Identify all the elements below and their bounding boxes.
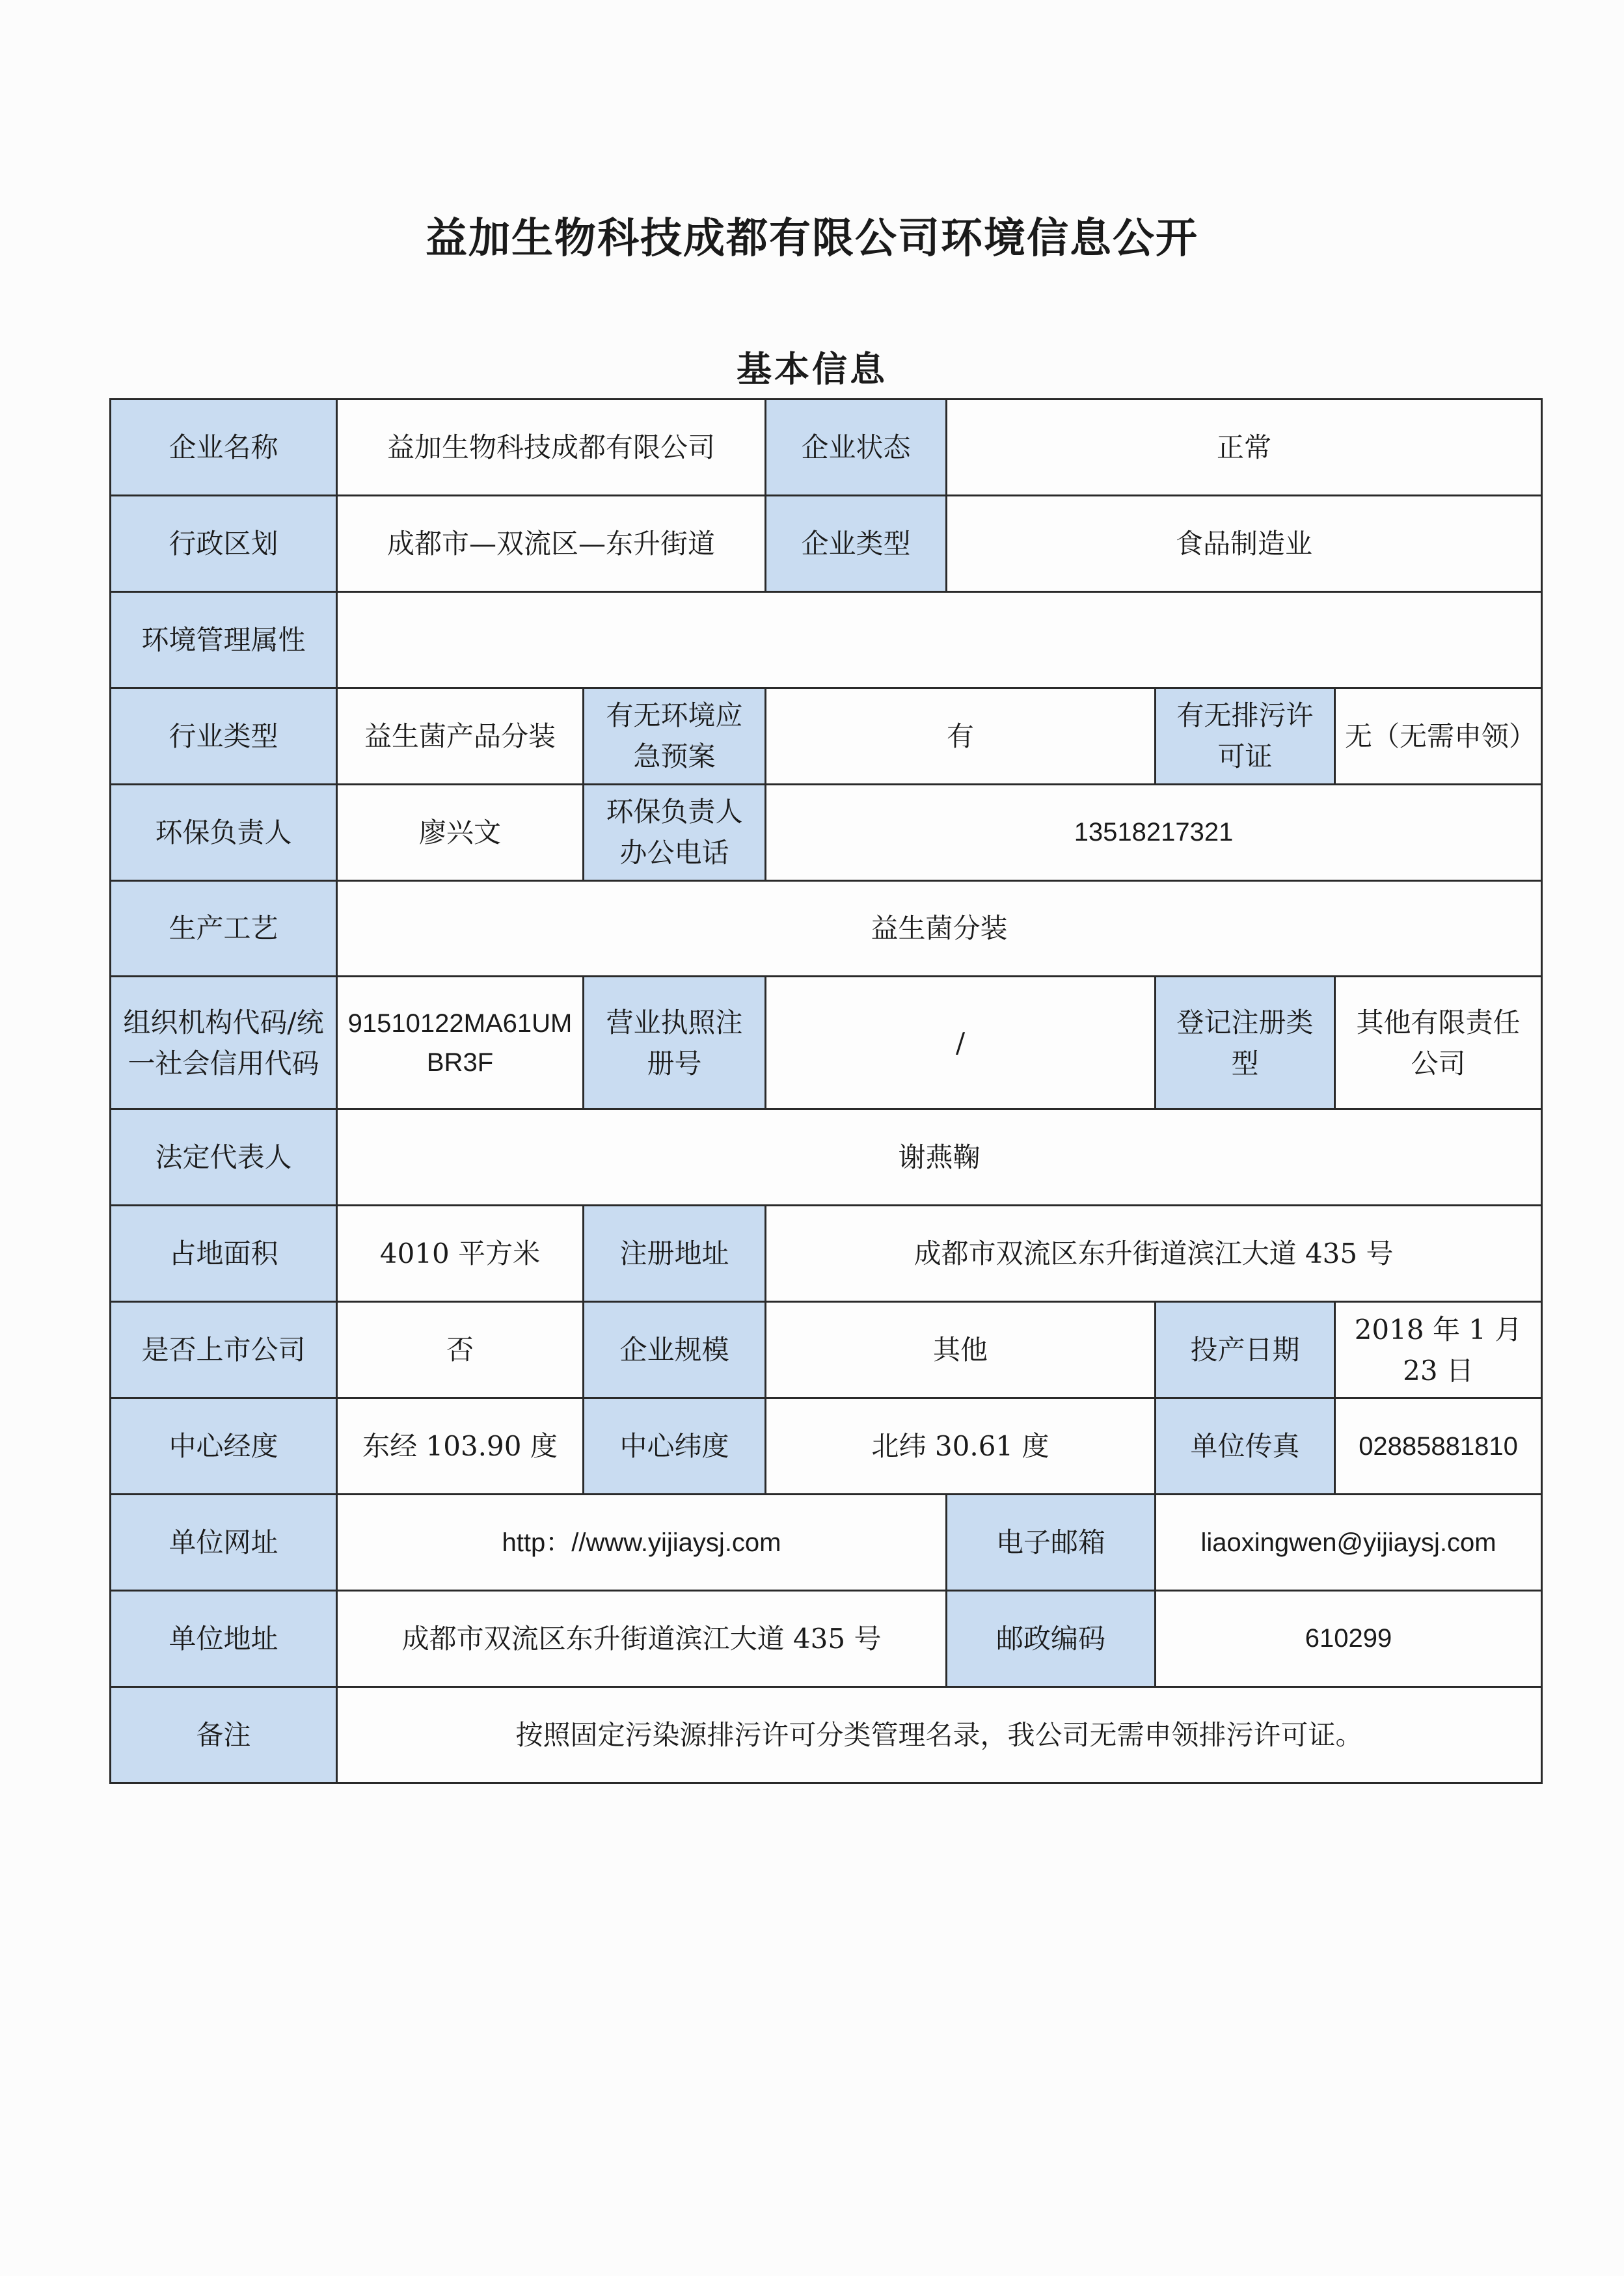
basic-info-table	[109, 398, 1543, 1784]
company-type-value: 食品制造业	[947, 495, 1542, 591]
land-area-value: 4010 平方米	[337, 1206, 584, 1302]
env-officer-label: 环保负责人	[111, 784, 337, 880]
credit-code-value: 91510122MA61UMBR3F	[337, 977, 584, 1109]
discharge-permit-label: 有无排污许可证	[1156, 688, 1335, 784]
table-row	[111, 688, 1542, 784]
legal-rep-value: 谢燕鞠	[337, 1109, 1542, 1206]
table-row	[111, 1302, 1542, 1398]
longitude-label: 中心经度	[111, 1398, 337, 1495]
table-row	[111, 1398, 1542, 1495]
table-row	[111, 784, 1542, 880]
company-name-label: 企业名称	[111, 400, 337, 496]
env-mgmt-attr-label: 环境管理属性	[111, 591, 337, 688]
fax-label: 单位传真	[1156, 1398, 1335, 1495]
business-license-label: 营业执照注册号	[584, 977, 766, 1109]
listed-company-value: 否	[337, 1302, 584, 1398]
credit-code-label: 组织机构代码/统一社会信用代码	[111, 977, 337, 1109]
discharge-permit-value: 无（无需申领）	[1335, 688, 1542, 784]
table-row	[111, 400, 1542, 496]
remarks-label: 备注	[111, 1687, 337, 1783]
email-value: liaoxingwen@yijiaysj.com	[1156, 1495, 1542, 1591]
production-date-value: 2018 年 1 月 23 日	[1335, 1302, 1542, 1398]
table-row	[111, 1206, 1542, 1302]
table-row	[111, 880, 1542, 977]
section-title: 基本信息	[737, 348, 887, 390]
production-process-value: 益生菌分装	[337, 880, 1542, 977]
postal-code-value: 610299	[1156, 1590, 1542, 1687]
land-area-label: 占地面积	[111, 1206, 337, 1302]
env-officer-value: 廖兴文	[337, 784, 584, 880]
fax-value: 02885881810	[1335, 1398, 1542, 1495]
postal-code-label: 邮政编码	[947, 1590, 1156, 1687]
address-value: 成都市双流区东升街道滨江大道 435 号	[337, 1590, 947, 1687]
env-officer-phone-label: 环保负责人办公电话	[584, 784, 766, 880]
env-mgmt-attr-value	[337, 591, 1542, 688]
company-status-label: 企业状态	[766, 400, 947, 496]
company-status-value: 正常	[947, 400, 1542, 496]
industry-type-label: 行业类型	[111, 688, 337, 784]
website-label: 单位网址	[111, 1495, 337, 1591]
env-officer-phone-value: 13518217321	[766, 784, 1542, 880]
latitude-value: 北纬 30.61 度	[766, 1398, 1156, 1495]
longitude-value: 东经 103.90 度	[337, 1398, 584, 1495]
table-row	[111, 977, 1542, 1109]
admin-division-value: 成都市—双流区—东升街道	[337, 495, 766, 591]
emergency-plan-value: 有	[766, 688, 1156, 784]
business-license-value: /	[766, 977, 1156, 1109]
latitude-label: 中心纬度	[584, 1398, 766, 1495]
registration-type-value: 其他有限责任公司	[1335, 977, 1542, 1109]
company-name-value: 益加生物科技成都有限公司	[337, 400, 766, 496]
production-process-label: 生产工艺	[111, 880, 337, 977]
table-row	[111, 1495, 1542, 1591]
legal-rep-label: 法定代表人	[111, 1109, 337, 1206]
email-label: 电子邮箱	[947, 1495, 1156, 1591]
address-label: 单位地址	[111, 1590, 337, 1687]
table-row	[111, 495, 1542, 591]
registered-address-value: 成都市双流区东升街道滨江大道 435 号	[766, 1206, 1542, 1302]
registered-address-label: 注册地址	[584, 1206, 766, 1302]
document-title: 益加生物科技成都有限公司环境信息公开	[426, 214, 1198, 263]
remarks-value: 按照固定污染源排污许可分类管理名录，我公司无需申领排污许可证。	[337, 1687, 1542, 1783]
company-scale-value: 其他	[766, 1302, 1156, 1398]
website-value: http：//www.yijiaysj.com	[337, 1495, 947, 1591]
table-row	[111, 591, 1542, 688]
table-row	[111, 1109, 1542, 1206]
production-date-label: 投产日期	[1156, 1302, 1335, 1398]
emergency-plan-label: 有无环境应急预案	[584, 688, 766, 784]
listed-company-label: 是否上市公司	[111, 1302, 337, 1398]
company-scale-label: 企业规模	[584, 1302, 766, 1398]
industry-type-value: 益生菌产品分装	[337, 688, 584, 784]
admin-division-label: 行政区划	[111, 495, 337, 591]
registration-type-label: 登记注册类型	[1156, 977, 1335, 1109]
company-type-label: 企业类型	[766, 495, 947, 591]
table-row	[111, 1687, 1542, 1783]
table-row	[111, 1590, 1542, 1687]
